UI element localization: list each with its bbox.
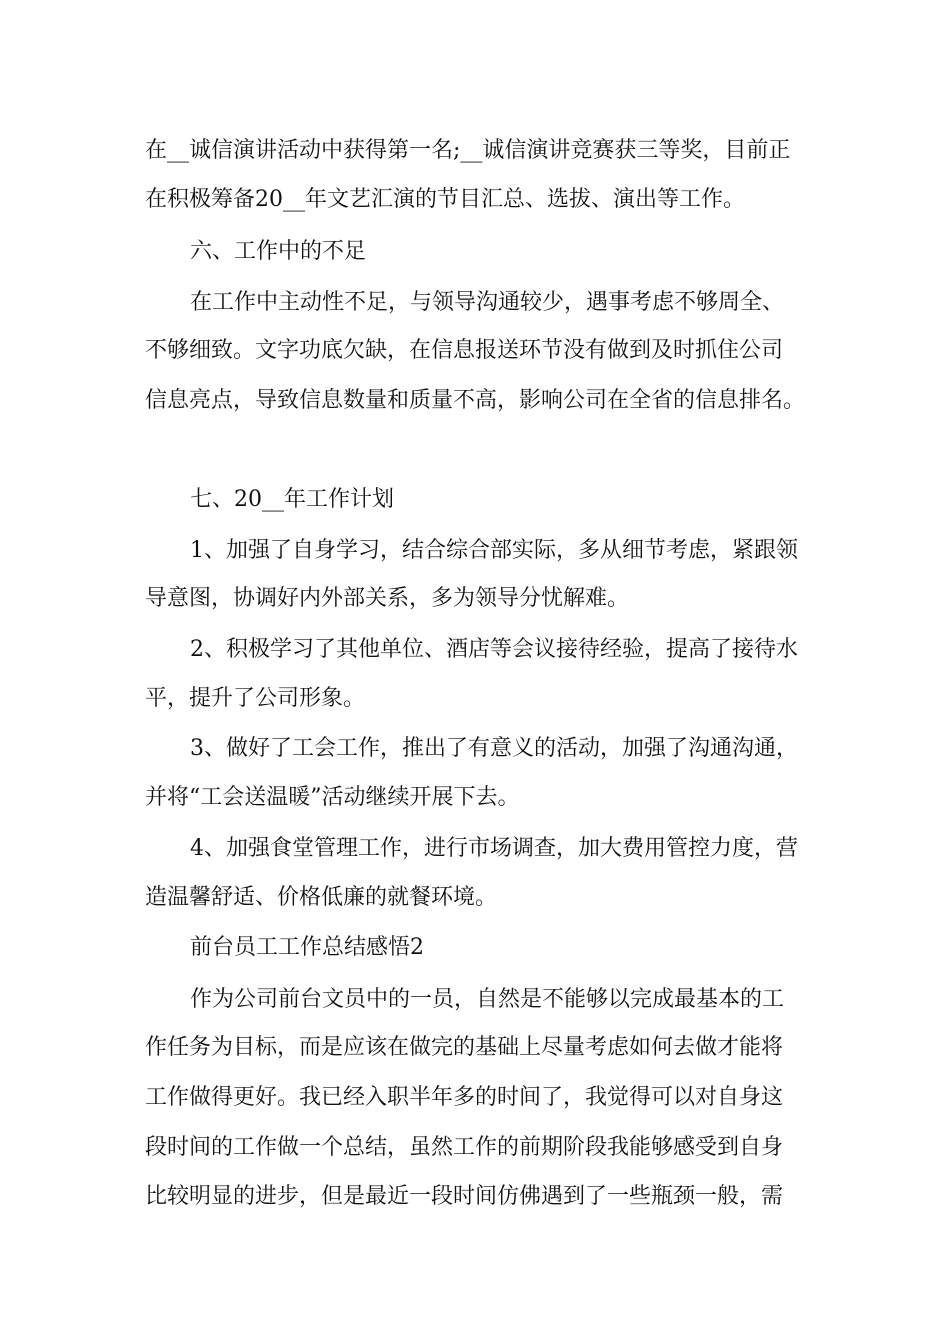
list-item-text: 4、加强食堂管理工作，进行市场调查，加大费用管控力度，营 bbox=[190, 836, 798, 861]
list-item-text: 3、做好了工会工作，推出了有意义的活动，加强了沟通沟通， bbox=[190, 736, 798, 761]
body-text-line: 在工作中主动性不足，与领导沟通较少，遇事考虑不够周全、 bbox=[190, 290, 785, 315]
body-text-line: 信息亮点，导致信息数量和质量不高，影响公司在全省的信息排名。 bbox=[145, 388, 806, 413]
section-heading: 六、工作中的不足 bbox=[190, 239, 367, 264]
list-item-text: 平，提升了公司形象。 bbox=[145, 686, 366, 711]
list-item-text: 1、加强了自身学习，结合综合部实际，多从细节考虑，紧跟领 bbox=[190, 538, 798, 563]
list-item-text: 并将“工会送温暖”活动继续开展下去。 bbox=[145, 785, 520, 810]
body-text-line: 比较明显的进步，但是最近一段时间仿佛遇到了一些瓶颈一般，需 bbox=[145, 1184, 784, 1209]
article-title: 前台员工工作总结感悟2 bbox=[190, 935, 424, 960]
body-text-line: 作为公司前台文员中的一员，自然是不能够以完成最基本的工 bbox=[190, 987, 785, 1012]
section-heading: 七、20__年工作计划 bbox=[190, 487, 394, 512]
body-text-line: 不够细致。文字功底欠缺，在信息报送环节没有做到及时抓住公司 bbox=[145, 338, 784, 363]
body-text-line: 工作做得更好。我已经入职半年多的时间了，我觉得可以对自身这 bbox=[145, 1085, 784, 1110]
list-item-text: 造温馨舒适、价格低廉的就餐环境。 bbox=[145, 885, 498, 910]
body-text-line: 在积极筹备20__年文艺汇演的节目汇总、选拔、演出等工作。 bbox=[145, 187, 745, 212]
list-item-text: 2、积极学习了其他单位、酒店等会议接待经验，提高了接待水 bbox=[190, 637, 798, 662]
body-text-line: 作任务为目标，而是应该在做完的基础上尽量考虑如何去做才能将 bbox=[145, 1035, 784, 1060]
list-item-text: 导意图，协调好内外部关系，多为领导分忧解难。 bbox=[145, 586, 630, 611]
body-text-line: 在__诚信演讲活动中获得第一名;__诚信演讲竞赛获三等奖，目前正 bbox=[145, 138, 791, 163]
body-text-line: 段时间的工作做一个总结，虽然工作的前期阶段我能够感受到自身 bbox=[145, 1135, 784, 1160]
